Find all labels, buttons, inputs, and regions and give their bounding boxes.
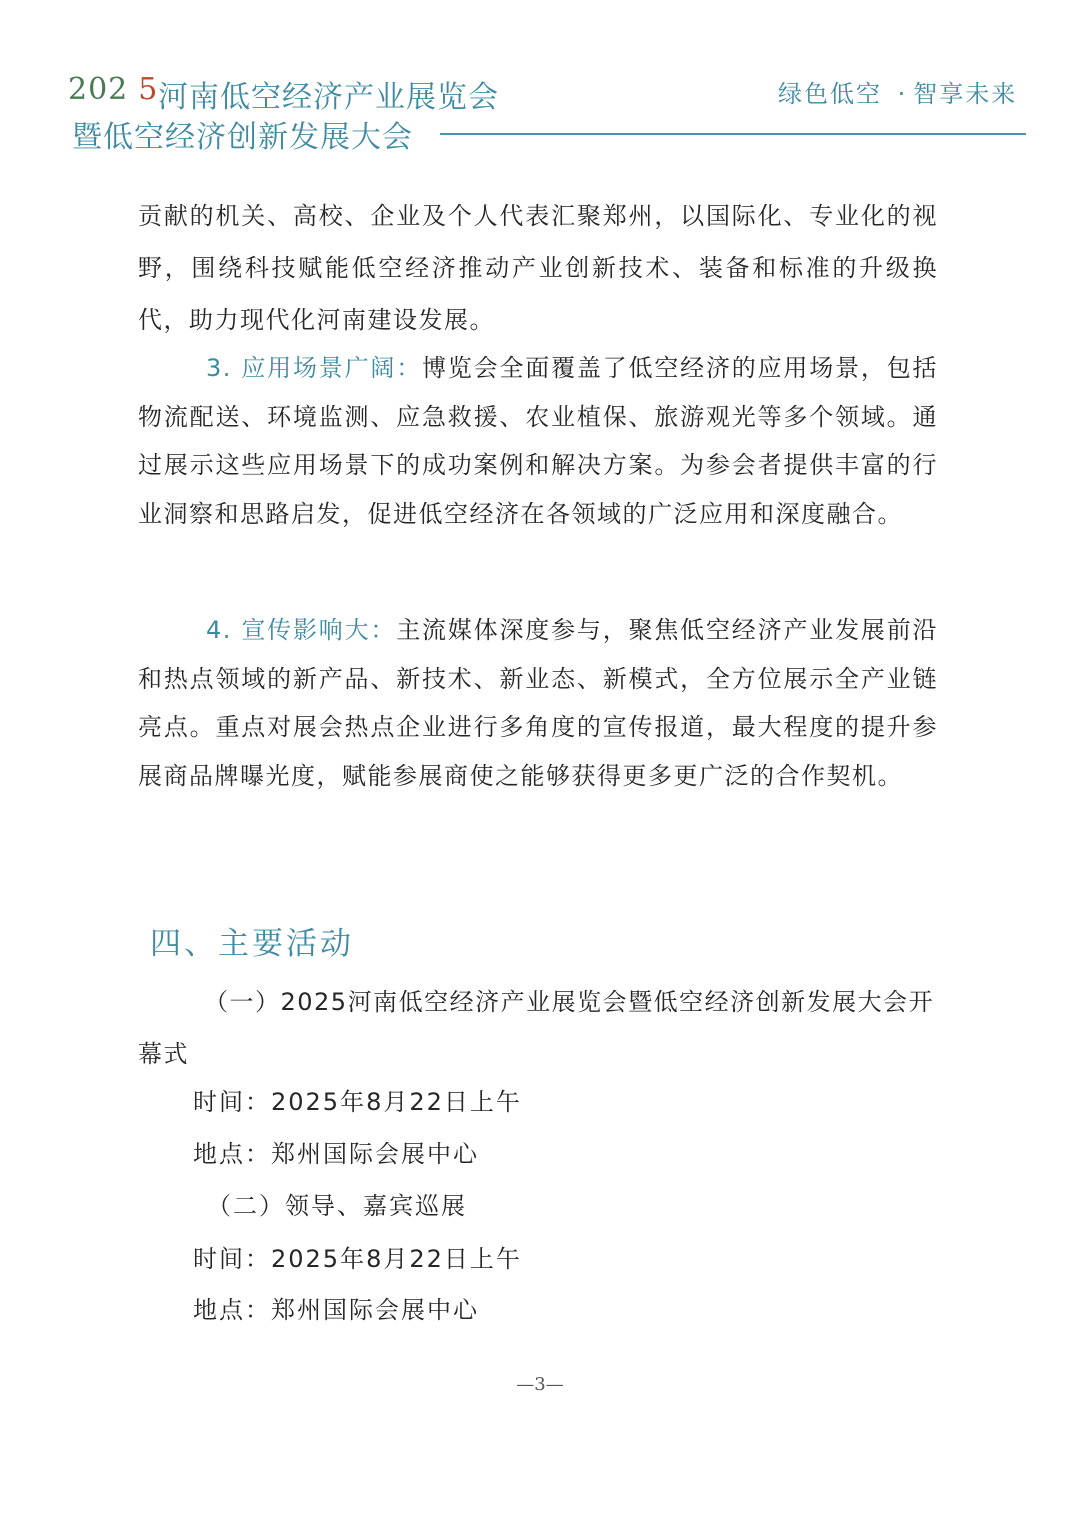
slogan-dot: ·: [897, 80, 908, 108]
activity-2-title: （二）领导、嘉宾巡展: [207, 1192, 467, 1220]
activity-1-location: 地点：郑州国际会展中心: [193, 1140, 479, 1168]
slogan-left: 绿色低空: [778, 80, 882, 108]
slogan-right: 智享未来: [913, 80, 1018, 108]
page-number: —3—: [516, 1374, 564, 1395]
header-divider: [440, 133, 1026, 135]
item-4-text: 主流媒体深度参与，聚焦低空经济产业发展前沿和热点领域的新产品、新技术、新业态、新模式，全方位展示全产业链亮点。重点对展会热点企业进行多角度的宣传报道，最大程度的提升参展商品牌曝光度，赋能参展商使之能够获得更多更广泛的合作契机。: [138, 616, 939, 790]
activity-1-title-text: （一）2025河南低空经济产业展览会暨低空经济创新发展大会开幕式: [138, 988, 935, 1068]
header-slogan: [778, 74, 1017, 109]
paragraph-contribution: 贡献的机关、高校、企业及个人代表汇聚郑州，以国际化、专业化的视野，围绕科技赋能低空经济推动产业创新技术、装备和标准的升级换代，助力现代化河南建设发展。: [138, 202, 938, 334]
header-year-prefix: 202: [68, 72, 129, 107]
paragraph-item-4: [138, 606, 938, 800]
header-year: [68, 72, 158, 107]
item-4-lead: 4. 宣传影响大：: [206, 616, 397, 644]
header-title-line1: 河南低空经济产业展览会: [158, 80, 499, 115]
activity-1-time: 时间：2025年8月22日上午: [193, 1088, 522, 1116]
header-year-suffix: 5: [138, 72, 159, 107]
activity-2-location: 地点：郑州国际会展中心: [193, 1296, 479, 1324]
item-3-lead: 3. 应用场景广阔：: [206, 354, 423, 382]
paragraph-item-3: [138, 344, 938, 538]
activity-1-title: [138, 976, 938, 1080]
item-3-text: 博览会全面覆盖了低空经济的应用场景，包括物流配送、环境监测、应急救援、农业植保、旅游观光等多个领域。通过展示这些应用场景下的成功案例和解决方案。为参会者提供丰富的行业洞察和思路启发，促进低空经济在各领域的广泛应用和深度融合。: [138, 354, 939, 528]
header-title-line2: 暨低空经济创新发展大会: [72, 120, 413, 155]
section-title: 四、主要活动: [150, 926, 354, 962]
activity-2-time: 时间：2025年8月22日上午: [193, 1245, 522, 1273]
